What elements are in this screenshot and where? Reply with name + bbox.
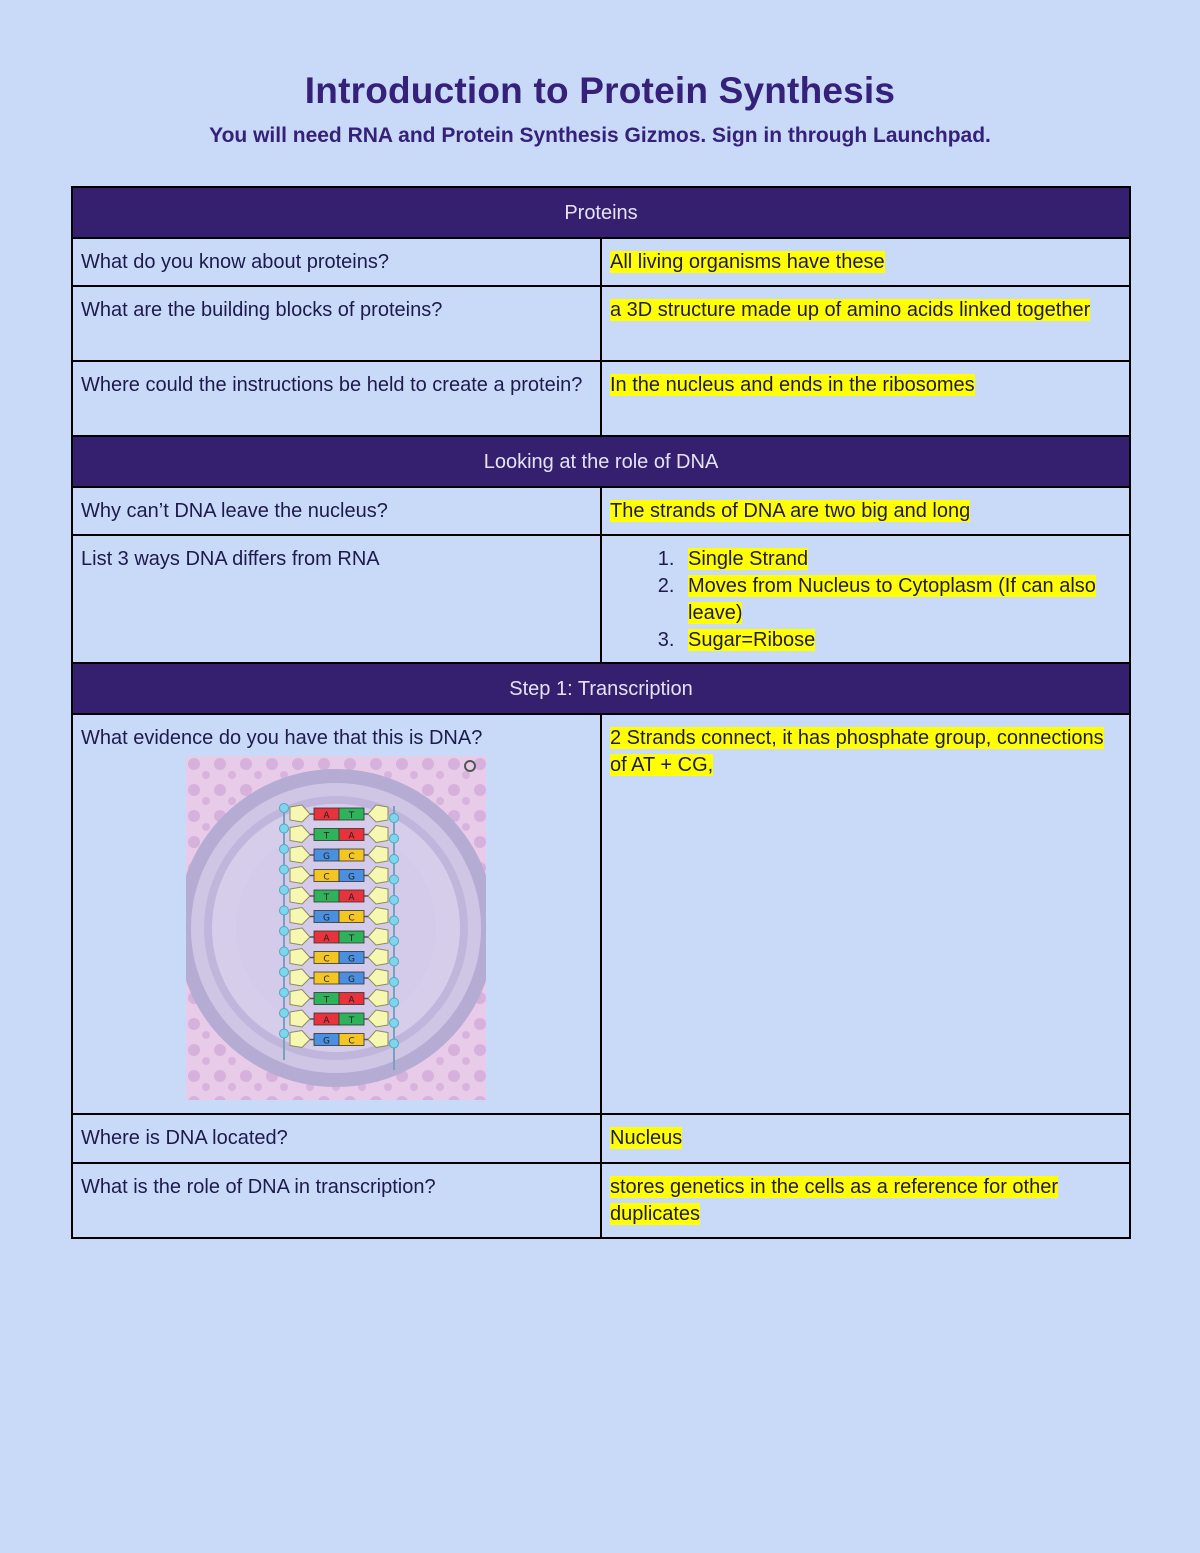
question-cell: What is the role of DNA in transcription?	[72, 1163, 601, 1238]
phosphate-left	[280, 886, 289, 895]
page-subtitle: You will need RNA and Protein Synthesis Gizmos. Sign in through Launchpad.	[209, 124, 991, 147]
base-right-label: G	[348, 975, 355, 985]
phosphate-right	[390, 978, 399, 987]
worksheet-table	[71, 186, 1131, 1239]
answer-cell[interactable]	[601, 1163, 1130, 1238]
phosphate-right	[390, 896, 399, 905]
phosphate-right	[390, 1019, 399, 1028]
base-left-label: T	[323, 831, 330, 842]
answer-text: All living organisms have these	[610, 251, 885, 273]
phosphate-right	[390, 916, 399, 925]
section-heading: Step 1: Transcription	[72, 663, 1130, 714]
base-left-label: A	[323, 1016, 330, 1026]
section-heading: Looking at the role of DNA	[72, 436, 1130, 487]
table-row	[72, 714, 1130, 1114]
base-left-label: T	[323, 995, 330, 1006]
section-header-transcription	[72, 663, 1130, 714]
table-row	[72, 1114, 1130, 1163]
dna-illustration	[186, 756, 486, 1100]
base-right-label: A	[348, 995, 355, 1006]
question-cell: Where could the instructions be held to create a protein?	[72, 361, 601, 436]
base-left-label: C	[323, 872, 330, 883]
section-header-proteins	[72, 187, 1130, 238]
table-row	[72, 286, 1130, 361]
base-right-label: T	[348, 811, 355, 821]
dna-gizmo-image	[186, 756, 486, 1100]
phosphate-left	[280, 1029, 289, 1038]
answer-cell[interactable]	[601, 238, 1130, 286]
phosphate-left	[280, 824, 289, 833]
phosphate-right	[390, 875, 399, 884]
phosphate-right	[390, 957, 399, 966]
table-row	[72, 535, 1130, 663]
base-left-label: A	[323, 811, 330, 821]
phosphate-right	[390, 937, 399, 946]
phosphate-right	[390, 1039, 399, 1048]
question-cell: What do you know about proteins?	[72, 238, 601, 286]
phosphate-left	[280, 1009, 289, 1018]
table-row	[72, 1163, 1130, 1238]
base-right-label: C	[348, 852, 355, 862]
answer-text: The strands of DNA are two big and long	[610, 500, 971, 522]
answer-text: stores genetics in the cells as a reference for other duplicates	[610, 1176, 1059, 1225]
list-item: 1. Single Strand	[680, 546, 1121, 573]
phosphate-left	[280, 947, 289, 956]
section-header-dna-role	[72, 436, 1130, 487]
table-row	[72, 487, 1130, 535]
phosphate-left	[280, 865, 289, 874]
question-cell: Where is DNA located?	[72, 1114, 601, 1163]
answer-text: Nucleus	[610, 1127, 683, 1149]
base-right-label: G	[348, 872, 355, 883]
question-cell: Why can’t DNA leave the nucleus?	[72, 487, 601, 535]
base-right-label: T	[348, 1016, 355, 1026]
phosphate-right	[390, 834, 399, 843]
list-item: 2. Moves from Nucleus to Cytoplasm (If can also leave)	[680, 573, 1121, 627]
phosphate-left	[280, 927, 289, 936]
base-right-label: A	[348, 893, 355, 903]
base-right-label: C	[348, 913, 355, 924]
differences-list	[610, 546, 1121, 654]
question-cell: What are the building blocks of proteins?	[72, 286, 601, 361]
answer-cell[interactable]	[601, 487, 1130, 535]
phosphate-left	[280, 968, 289, 977]
answer-text: a 3D structure made up of amino acids linked together	[610, 299, 1091, 321]
answer-text: In the nucleus and ends in the ribosomes	[610, 374, 975, 396]
base-left-label: C	[323, 954, 330, 965]
base-right-label: G	[348, 954, 355, 965]
phosphate-right	[390, 855, 399, 864]
base-left-label: G	[323, 913, 330, 924]
question-cell	[72, 714, 601, 1114]
table-row	[72, 238, 1130, 286]
phosphate-left	[280, 906, 289, 915]
base-right-label: A	[348, 831, 355, 842]
answer-cell[interactable]	[601, 286, 1130, 361]
question-cell: List 3 ways DNA differs from RNA	[72, 535, 601, 663]
phosphate-left	[280, 845, 289, 854]
phosphate-right	[390, 998, 399, 1007]
base-right-label: C	[348, 1036, 355, 1047]
base-right-label: T	[348, 934, 355, 944]
list-item: 3. Sugar=Ribose	[680, 627, 1121, 654]
question-text: What evidence do you have that this is DNA?	[81, 727, 483, 749]
section-heading: Proteins	[72, 187, 1130, 238]
phosphate-left	[280, 988, 289, 997]
page-title: Introduction to Protein Synthesis	[304, 70, 896, 111]
base-left-label: T	[323, 893, 330, 903]
answer-cell[interactable]	[601, 361, 1130, 436]
answer-text: 2 Strands connect, it has phosphate group, connections of AT + CG,	[610, 727, 1104, 776]
base-left-label: A	[323, 934, 330, 944]
base-left-label: G	[323, 1036, 330, 1047]
base-left-label: C	[323, 975, 330, 985]
phosphate-left	[280, 804, 289, 813]
answer-cell[interactable]	[601, 714, 1130, 1114]
table-row	[72, 361, 1130, 436]
base-left-label: G	[323, 852, 330, 862]
answer-cell[interactable]	[601, 535, 1130, 663]
phosphate-right	[390, 814, 399, 823]
answer-cell[interactable]	[601, 1114, 1130, 1163]
